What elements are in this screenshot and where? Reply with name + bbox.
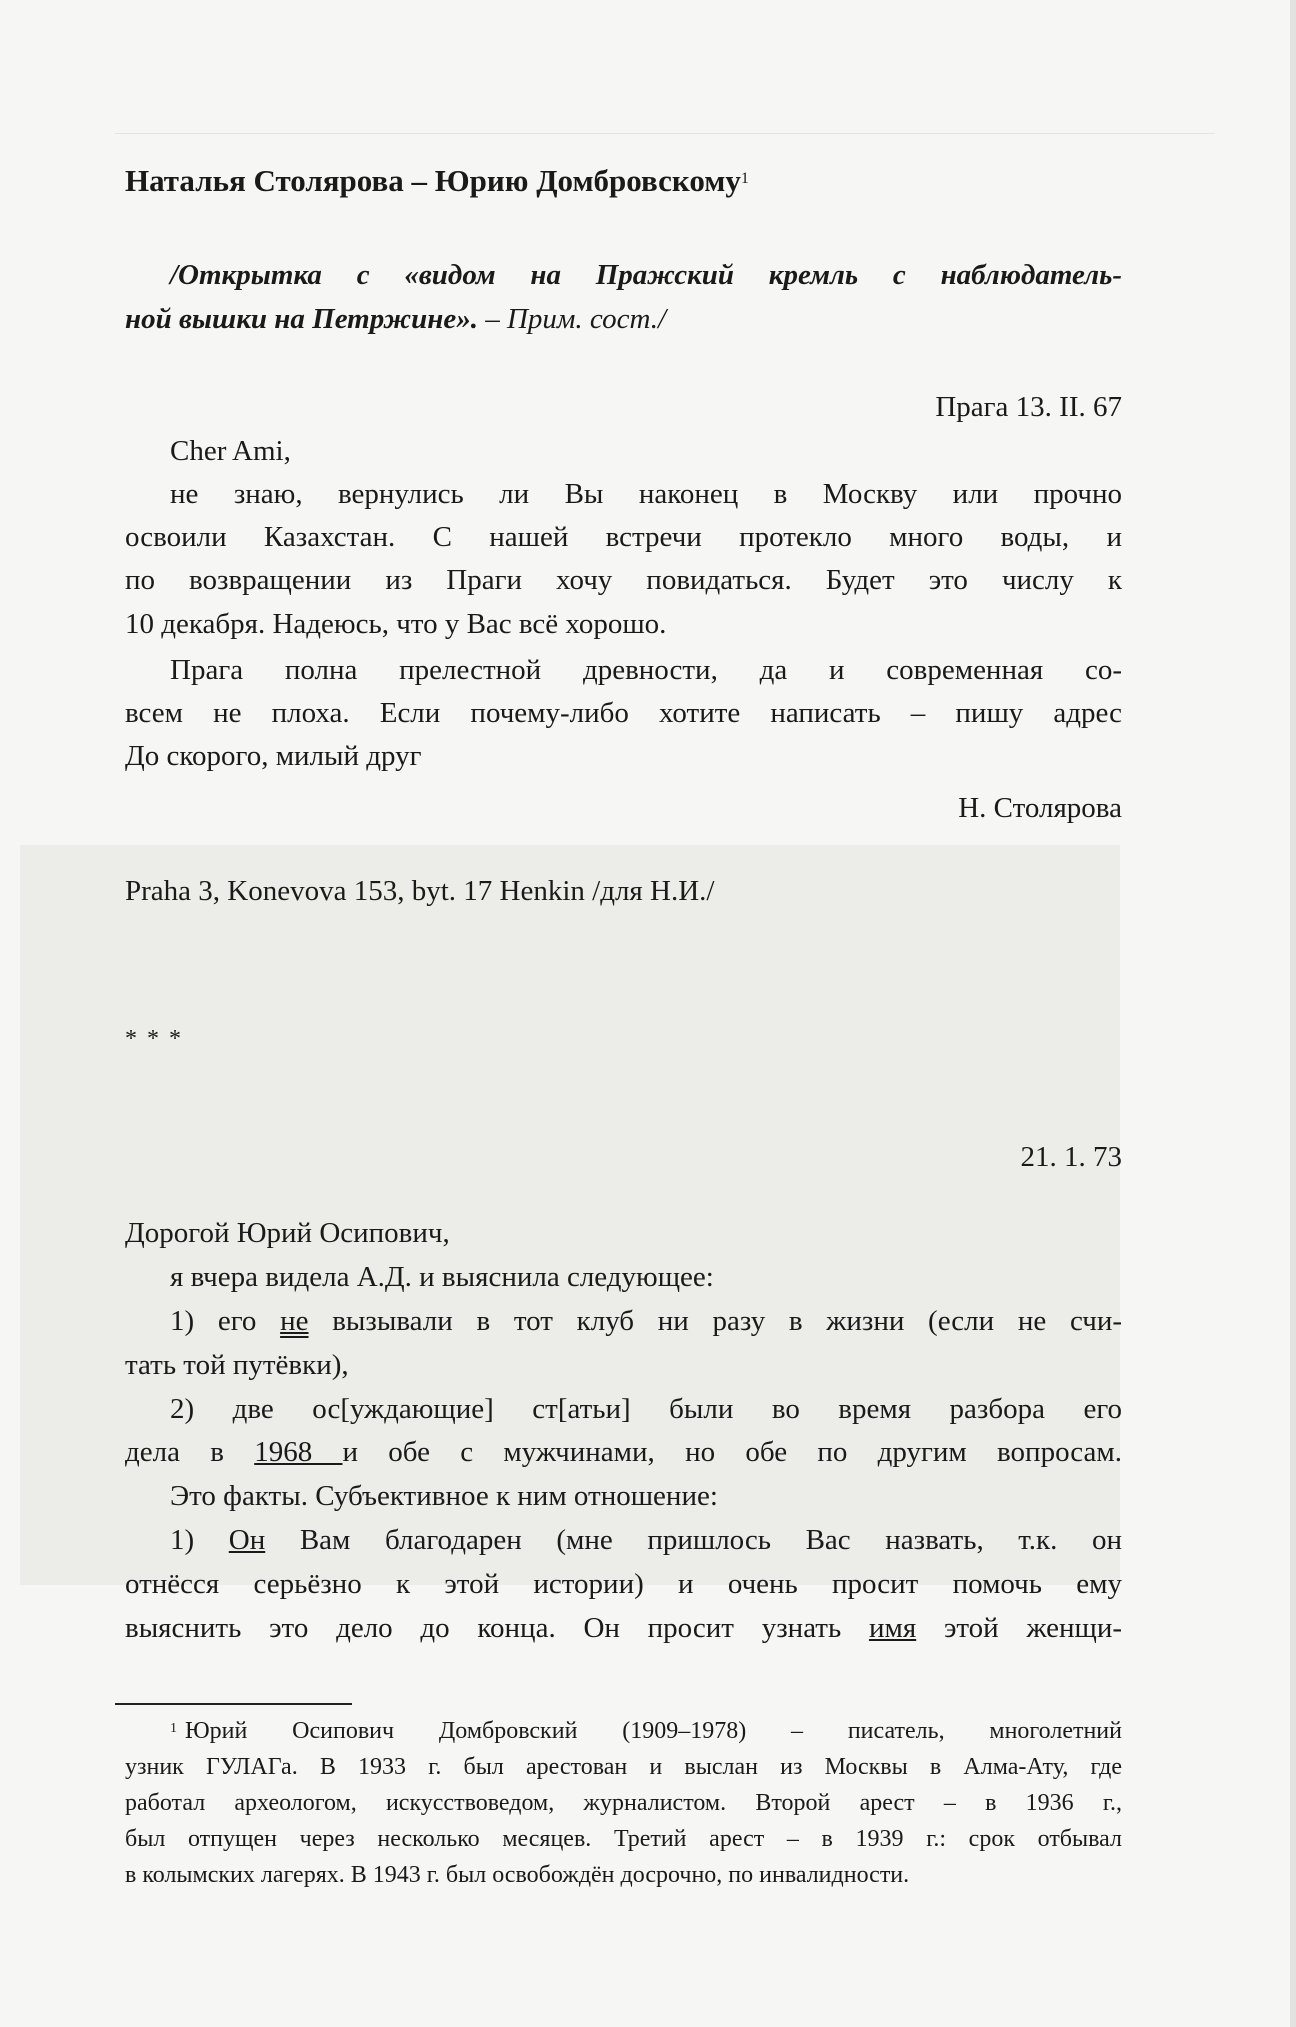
letter2-line [125, 1610, 1122, 1646]
footnote-mark: 1 [170, 1721, 177, 1736]
letter2-line [125, 1434, 1122, 1470]
text: 1) [170, 1524, 229, 1556]
letter1-line: До скорого, милый друг [125, 740, 422, 772]
note-line-1 [170, 257, 1122, 293]
text: вызывали в тот клуб ни разу в жизни (если не счи- [308, 1305, 1123, 1337]
text: Вам благодарен (мне пришлось Вас назвать, т.к. он [265, 1524, 1122, 1556]
underlined-text: имя [868, 1612, 917, 1644]
footnote-line: был отпущен через несколько месяцев. Третий арест – в 1939 г.: срок отбывал [125, 1826, 1122, 1852]
header-rule [115, 133, 1215, 134]
letter1-line: не знаю, вернулись ли Вы наконец в Москву или прочно [170, 478, 1122, 510]
letter2-subitem-1 [170, 1522, 1122, 1558]
letter1-line: по возвращении из Праги хочу повидаться. Будет это числу к [125, 564, 1122, 596]
letter1-date: Прага 13. II. 67 [935, 391, 1122, 423]
letter2-line: Это факты. Субъективное к ним отношение: [170, 1480, 718, 1512]
letter1-signature: Н. Столярова [958, 792, 1122, 824]
letter2-line: тать той путёвки), [125, 1349, 349, 1381]
letter1-line: Прага полна прелестной древности, да и современная со- [170, 654, 1122, 686]
letter1-line: освоили Казахстан. С нашей встречи протекло много воды, и [125, 521, 1122, 553]
footnote-line: узник ГУЛАГа. В 1933 г. был арестован и выслан из Москвы в Алма-Ату, где [125, 1754, 1122, 1780]
note-line-2 [125, 301, 1122, 337]
underlined-text: не [280, 1305, 309, 1337]
text: этой женщи- [916, 1612, 1122, 1644]
text: 1) его [170, 1305, 281, 1337]
letter2-salutation: Дорогой Юрий Осипович, [125, 1217, 450, 1249]
letter1-line: 10 декабря. Надеюсь, что у Вас всё хорошо. [125, 608, 667, 640]
note-italic-2: ной вышки на Петржине». [125, 303, 478, 335]
letter2-line: я вчера видела А.Д. и выяснила следующее: [170, 1261, 714, 1293]
text: и обе с мужчинами, но обе по другим вопросам. [342, 1436, 1122, 1468]
letter2-item-1 [170, 1303, 1122, 1339]
footnote-line [170, 1715, 1122, 1747]
footnote-ref[interactable]: 1 [740, 170, 749, 187]
footnote-line: работал археологом, искусствоведом, журналистом. Второй арест – в 1936 г., [125, 1790, 1122, 1816]
text: Юрий Осипович Домбровский (1909–1978) – писатель, многолетний [185, 1718, 1122, 1744]
letter2-line: отнёсся серьёзно к этой истории) и очень просит помочь ему [125, 1568, 1122, 1600]
text: дела в [125, 1436, 255, 1468]
footnote-line: в колымских лагерях. В 1943 г. был освобождён досрочно, по инвалидности. [125, 1862, 910, 1888]
section-separator: * * * [125, 1026, 183, 1052]
note-italic-1: /Открытка с «видом на Пражский кремль с наблюдатель- [170, 259, 1122, 291]
page-edge [1290, 0, 1296, 2027]
letter2-date: 21. 1. 73 [1020, 1141, 1122, 1173]
letter1-salutation: Cher Ami, [170, 435, 291, 467]
letter1-line: всем не плоха. Если почему-либо хотите написать – пишу адрес [125, 697, 1122, 729]
title-text: Наталья Столярова – Юрию Домбровскому [125, 163, 741, 198]
section-title [125, 163, 1122, 199]
letter2-item-2: 2) две ос[уждающие] ст[атьи] были во время разбора его [170, 1393, 1122, 1425]
underlined-text: 1968 [254, 1436, 343, 1468]
footnote-rule [115, 1703, 352, 1705]
note-plain: – Прим. сост./ [477, 303, 667, 335]
text: выяснить это дело до конца. Он просит узнать [125, 1612, 869, 1644]
underlined-text: Он [228, 1524, 266, 1556]
letter1-address: Praha 3, Konevova 153, byt. 17 Henkin /для Н.И./ [125, 875, 715, 907]
